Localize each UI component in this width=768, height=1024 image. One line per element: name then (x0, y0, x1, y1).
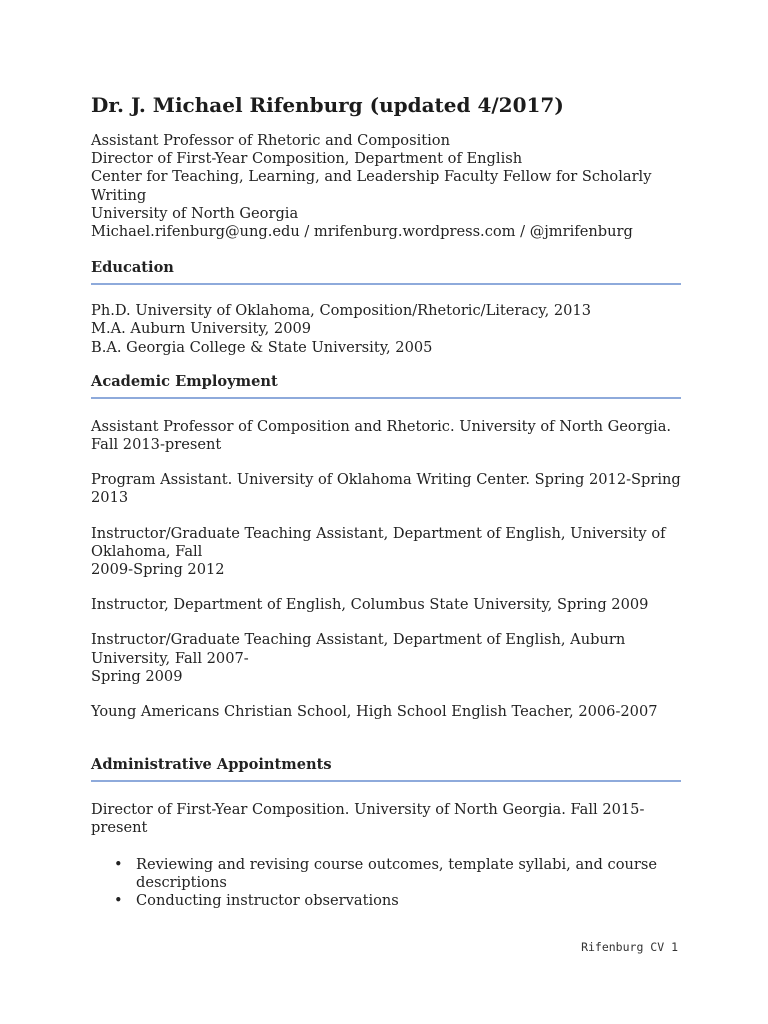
administrative-entry: Director of First-Year Composition. University of North Georgia. Fall 2015-present (91, 801, 645, 837)
employment-entry: Assistant Professor of Composition and Rhetoric. University of North Georgia. Fall 2013-present (91, 417, 672, 454)
education-list (91, 302, 681, 357)
employment-entry-continued: Spring 2009 (91, 667, 183, 685)
cv-name-heading: Dr. J. Michael Rifenburg (updated 4/2017) (91, 93, 564, 117)
employment-entry-continued: 2009-Spring 2012 (91, 561, 225, 579)
university-name: University of North Georgia (91, 204, 299, 222)
administrative-bullets (91, 856, 681, 911)
director-title: Director of First-Year Composition, Department of English (91, 150, 523, 168)
bullet-item (114, 855, 681, 892)
administrative-list (91, 801, 681, 910)
bullet-icon: • (114, 892, 123, 910)
administrative-heading: Administrative Appointments (91, 756, 681, 782)
page-footer: Rifenburg CV 1 (581, 940, 678, 954)
employment-entry: Program Assistant. University of Oklahoma Writing Center. Spring 2012-Spring 2013 (91, 471, 681, 507)
education-item-ba: B.A. Georgia College & State University, 2005 (91, 338, 433, 356)
position-title: Assistant Professor of Rhetoric and Composition (91, 132, 450, 149)
education-item-phd: Ph.D. University of Oklahoma, Composition/Rhetoric/Literacy, 2013 (91, 302, 591, 320)
fellow-title: Center for Teaching, Learning, and Leadership Faculty Fellow for Scholarly Writing (91, 168, 652, 204)
cv-content (91, 92, 681, 910)
bullet-text: Conducting instructor observations (136, 892, 399, 910)
education-heading: Education (91, 259, 681, 285)
employment-heading: Academic Employment (91, 373, 681, 399)
bullet-text: Reviewing and revising course outcomes, template syllabi, and course descriptions (136, 855, 657, 891)
education-item-ma: M.A. Auburn University, 2009 (91, 320, 312, 338)
employment-entry: Instructor, Department of English, Columbus State University, Spring 2009 (91, 596, 649, 614)
bullet-item (114, 892, 681, 910)
bullet-icon: • (114, 855, 123, 873)
contact-block (91, 132, 681, 241)
contact-info: Michael.rifenburg@ung.edu / mrifenburg.wordpress.com / @jmrifenburg (91, 223, 633, 241)
employment-entry: Instructor/Graduate Teaching Assistant, Department of English, University of Oklahoma, Fall (91, 524, 666, 560)
employment-entry: Instructor/Graduate Teaching Assistant, Department of English, Auburn University, Fall 2007- (91, 631, 626, 667)
employment-list (91, 418, 681, 721)
employment-entry: Young Americans Christian School, High School English Teacher, 2006-2007 (91, 703, 658, 721)
